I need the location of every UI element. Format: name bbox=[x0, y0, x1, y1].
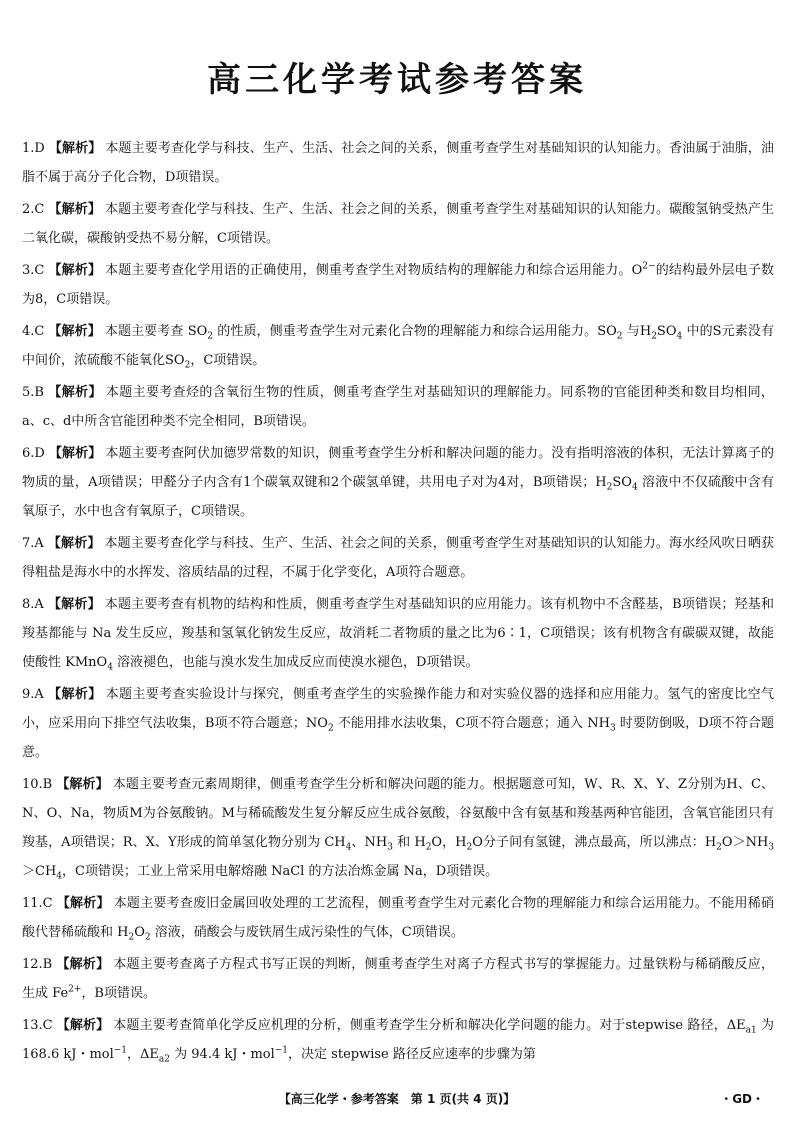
answer-text: ，B项错误。 bbox=[81, 986, 156, 1001]
answer-item-7 bbox=[22, 529, 774, 587]
answer-text: 溶液中不仅硫酸中含有氧原子，水中也含有氧原子，C项错误。 bbox=[22, 475, 774, 519]
answer-number: 8.A bbox=[22, 597, 44, 612]
answer-text: ，C项错误。 bbox=[190, 353, 266, 368]
answer-text: 不能用排水法收集，C项不符合题意；通入 NH bbox=[333, 716, 610, 731]
analysis-tag: 【解析】 bbox=[48, 446, 102, 461]
subscript: a1 bbox=[745, 1025, 757, 1036]
answer-item-9 bbox=[22, 680, 774, 767]
analysis-tag: 【解析】 bbox=[48, 141, 102, 156]
superscript: 2− bbox=[642, 261, 656, 272]
answer-text: 和 H bbox=[392, 835, 426, 850]
answer-text: 本题主要考查有机物的结构和性质，侧重考查学生对基础知识的应用能力。该有机物中不含醛基，B项错误；羟基和羧基都能与 Na 发生反应，羧基和氢氧化钠发生反应，故消耗二者物质的量之比为6∶1，C项错误；该有机物含有碳碳双键，故能使酸性 KMnO bbox=[22, 597, 774, 670]
answer-item-10 bbox=[22, 770, 774, 886]
answer-list bbox=[22, 134, 774, 1072]
answer-text: 本题主要考查烃的含氧衍生物的性质，侧重考查学生对基础知识的理解能力。同系物的官能团种类和数目均相同，a、c、d中所含官能团种类不完全相同，B项错误。 bbox=[22, 385, 774, 429]
answer-text: 中的S元素没有中间价，浓硫酸不能氧化SO bbox=[22, 324, 774, 368]
subscript: 2 bbox=[716, 842, 722, 853]
page-footer bbox=[0, 1090, 794, 1112]
answer-item-4 bbox=[22, 317, 774, 375]
subscript: 4 bbox=[56, 871, 63, 882]
answer-text: ，ΔE bbox=[127, 1047, 159, 1062]
subscript: 2 bbox=[144, 932, 151, 943]
analysis-tag: 【解析】 bbox=[47, 597, 101, 612]
subscript: 2 bbox=[425, 842, 432, 853]
subscript: 4 bbox=[676, 331, 683, 342]
analysis-tag: 【解析】 bbox=[47, 385, 102, 400]
answer-item-2 bbox=[22, 195, 774, 253]
analysis-tag: 【解析】 bbox=[48, 202, 101, 217]
answer-number: 10.B bbox=[22, 777, 53, 792]
answer-item-8 bbox=[22, 590, 774, 677]
answer-text: 溶液褪色，也能与溴水发生加成反应而使溴水褪色，D项错误。 bbox=[112, 655, 479, 670]
answer-text: 与H bbox=[622, 324, 652, 339]
answer-text: 本题主要考查化学与科技、生产、生活、社会之间的关系，侧重考查学生对基础知识的认知能力。香油属于油脂，油脂不属于高分子化合物，D项错误。 bbox=[22, 141, 774, 185]
subscript: 3 bbox=[609, 723, 616, 734]
analysis-tag: 【解析】 bbox=[47, 536, 101, 551]
subscript: 2 bbox=[128, 932, 135, 943]
answer-text: 本题主要考查元素周期律，侧重考查学生分析和解决问题的能力。根据题意可知，W、R、X、Y、Z分别为H、C、N、O、Na，物质M为谷氨酸钠。M与稀硫酸发生复分解反应生成谷氨酸，谷氨酸中含有氨基和羧基两种官能团，含氧官能团只有羧基，A项错误；R、X、Y形成的简单氢化物分别为 CH bbox=[22, 777, 774, 850]
answer-text: 时要防倒吸，D项不符合题意。 bbox=[22, 716, 774, 760]
answer-text: 本题主要考查阿伏加德罗常数的知识，侧重考查学生分析和解决问题的能力。没有指明溶液的体积，无法计算离子的物质的量，A项错误；甲醛分子内含有1个碳氧双键和2个碳氢单键，共用电子对为4对，B项错误；H bbox=[22, 446, 774, 490]
analysis-tag: 【解析】 bbox=[56, 957, 110, 972]
answer-text: 、NH bbox=[351, 835, 388, 850]
analysis-tag: 【解析】 bbox=[47, 687, 102, 702]
answer-item-1 bbox=[22, 134, 774, 192]
answer-text: 溶液，硝酸会与废铁屑生成污染性的气体，C项错误。 bbox=[150, 925, 464, 940]
answer-item-11 bbox=[22, 889, 774, 947]
superscript: 2+ bbox=[68, 984, 82, 995]
analysis-tag: 【解析】 bbox=[48, 324, 101, 339]
answer-item-12 bbox=[22, 950, 774, 1008]
subscript: 3 bbox=[387, 842, 393, 853]
analysis-tag: 【解析】 bbox=[56, 777, 109, 792]
answer-text: ，决定 stepwise 路径反应速率的步骤为第 bbox=[288, 1047, 536, 1062]
subscript: 4 bbox=[107, 662, 113, 673]
answer-text: O＞NH bbox=[721, 835, 769, 850]
subscript: 2 bbox=[651, 331, 657, 342]
answer-text: SO bbox=[656, 324, 677, 339]
subscript: a2 bbox=[158, 1054, 171, 1065]
answer-text: 本题主要考查 SO bbox=[104, 324, 208, 339]
footer-region-code: ・GD・ bbox=[720, 1092, 764, 1106]
subscript: 2 bbox=[616, 331, 623, 342]
answer-text: 本题主要考查废旧金属回收处理的工艺流程，侧重考查学生对元素化合物的理解能力和综合运用能力。不能用稀硝酸代替稀硫酸和 H bbox=[22, 896, 774, 940]
answer-number: 9.A bbox=[22, 687, 44, 702]
answer-text: SO bbox=[612, 475, 632, 490]
answer-number: 6.D bbox=[22, 446, 45, 461]
analysis-tag: 【解析】 bbox=[56, 1018, 110, 1033]
answer-text: ，C项错误；工业上常采用电解熔融 NaCl 的方法冶炼金属 Na，D项错误。 bbox=[62, 864, 499, 879]
answer-number: 4.C bbox=[22, 324, 45, 339]
subscript: 2 bbox=[207, 331, 214, 342]
page-title: 高三化学考试参考答案 bbox=[207, 60, 587, 100]
answer-number: 3.C bbox=[22, 263, 45, 278]
subscript: 2 bbox=[327, 723, 334, 734]
subscript: 2 bbox=[606, 482, 613, 493]
answer-text: O，H bbox=[431, 835, 467, 850]
answer-number: 5.B bbox=[22, 385, 44, 400]
answer-number: 11.C bbox=[22, 896, 53, 911]
footer-page-info: 【高三化学・参考答案 第 1 页(共 4 页)】 bbox=[278, 1092, 516, 1106]
answer-text: 本题主要考查实验设计与探究，侧重考查学生的实验操作能力和对实验仪器的选择和应用能力。氢气的密度比空气小，应采用向下排空气法收集，B项不符合题意；NO bbox=[22, 687, 774, 731]
answer-text: 本题主要考查化学与科技、生产、生活、社会之间的关系，侧重考查学生对基础知识的认知能力。海水经风吹日晒获得粗盐是海水中的水挥发、溶质结晶的过程，不属于化学变化，A项符合题意。 bbox=[22, 536, 774, 580]
answer-text: 的性质，侧重考查学生对元素化合物的理解能力和综合运用能力。SO bbox=[213, 324, 617, 339]
subscript: 4 bbox=[345, 842, 352, 853]
subscript: 2 bbox=[184, 360, 191, 371]
answer-number: 12.B bbox=[22, 957, 53, 972]
answer-text: O分子间有氢键，沸点最高，所以沸点：H bbox=[472, 835, 717, 850]
answer-text: O bbox=[134, 925, 145, 940]
answer-number: 7.A bbox=[22, 536, 44, 551]
answer-item-13 bbox=[22, 1011, 774, 1069]
superscript: −1 bbox=[274, 1045, 289, 1056]
answer-text: 本题主要考查化学与科技、生产、生活、社会之间的关系，侧重考查学生对基础知识的认知能力。碳酸氢钠受热产生二氧化碳，碳酸钠受热不易分解，C项错误。 bbox=[22, 202, 774, 246]
answer-item-3 bbox=[22, 256, 774, 314]
subscript: 4 bbox=[631, 482, 638, 493]
subscript: 3 bbox=[768, 842, 775, 853]
answer-text: ＞CH bbox=[22, 864, 57, 879]
answer-number: 13.C bbox=[22, 1018, 53, 1033]
answer-text: 本题主要考查离子方程式书写正误的判断，侧重考查学生对离子方程式书写的掌握能力。过量铁粉与稀硝酸反应，生成 Fe bbox=[22, 957, 774, 1001]
subscript: 2 bbox=[466, 842, 473, 853]
answer-number: 2.C bbox=[22, 202, 45, 217]
answer-text: 为 94.4 kJ・mol bbox=[170, 1047, 275, 1062]
analysis-tag: 【解析】 bbox=[56, 896, 110, 911]
answer-item-6 bbox=[22, 439, 774, 526]
superscript: −1 bbox=[113, 1045, 128, 1056]
answer-item-5 bbox=[22, 378, 774, 436]
answer-number: 1.D bbox=[22, 141, 45, 156]
answer-text: 本题主要考查简单化学反应机理的分析，侧重考查学生分析和解决化学问题的能力。对于stepwise 路径，ΔE bbox=[113, 1018, 746, 1033]
answer-text: 为 168.6 kJ・mol bbox=[22, 1018, 774, 1062]
answer-text: 的结构最外层电子数为8，C项错误。 bbox=[22, 263, 774, 307]
answer-text: 本题主要考查化学用语的正确使用，侧重考查学生对物质结构的理解能力和综合运用能力。O bbox=[105, 263, 643, 278]
analysis-tag: 【解析】 bbox=[48, 263, 102, 278]
